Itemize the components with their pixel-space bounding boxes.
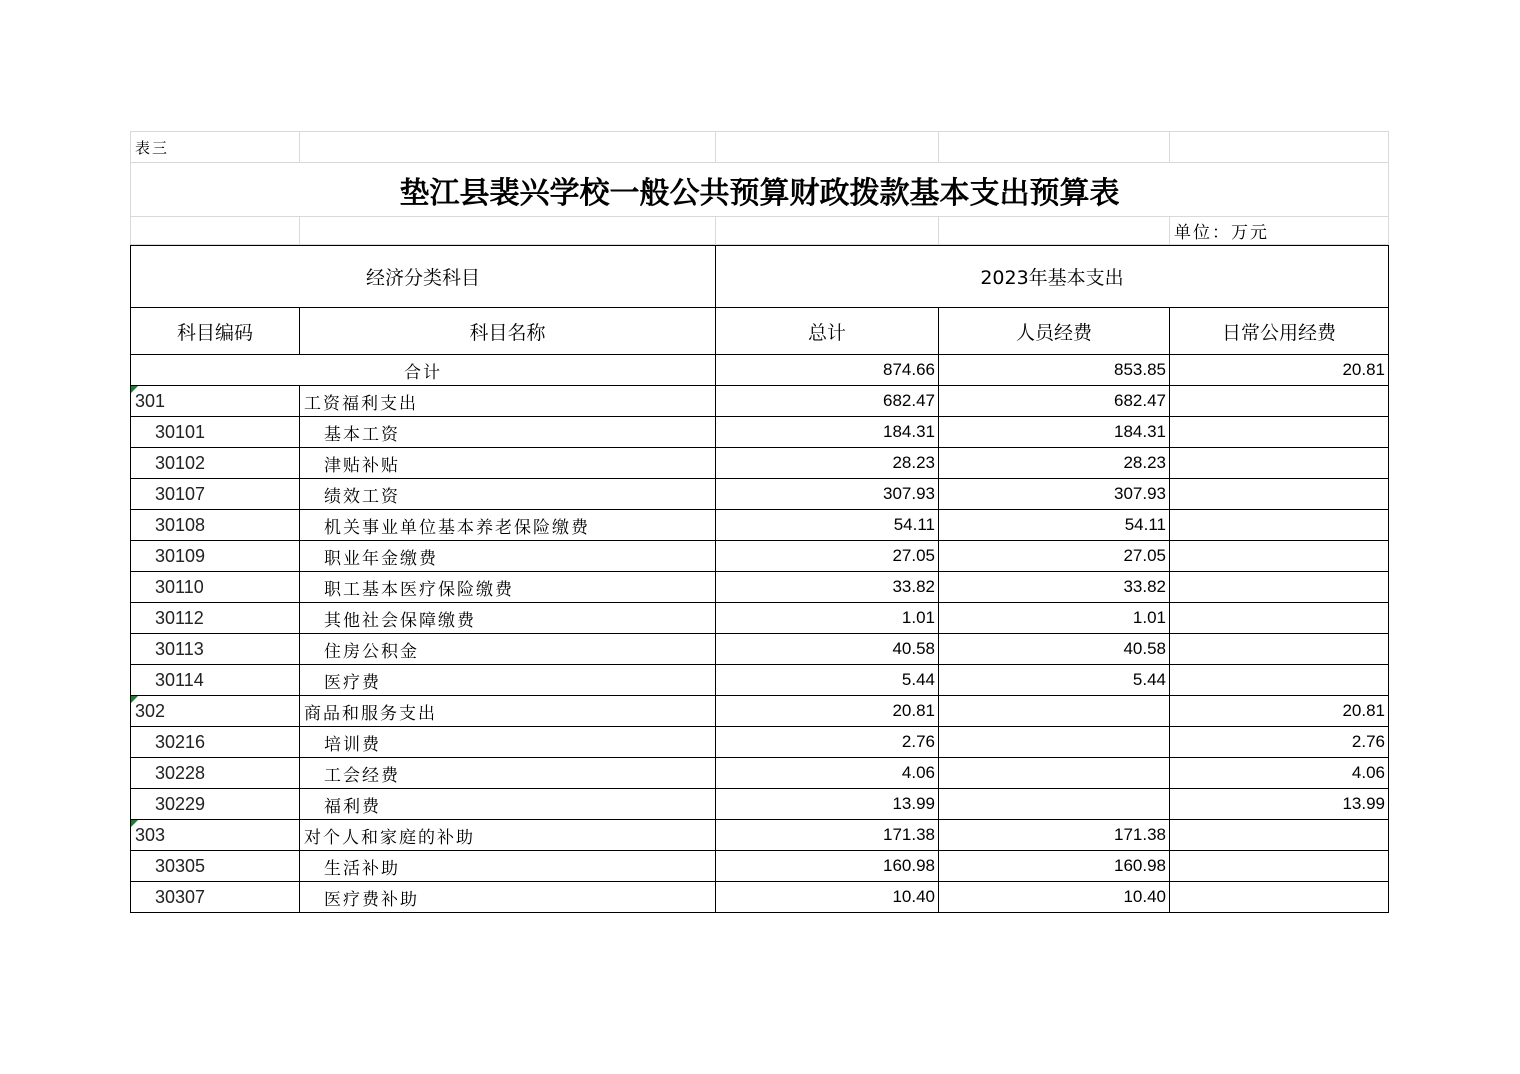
unit-label[interactable]: 单位：万元	[1170, 217, 1389, 245]
personnel-cell[interactable]: 33.82	[939, 572, 1170, 603]
total-cell[interactable]: 5.44	[716, 665, 939, 696]
code-cell[interactable]: 30114	[130, 665, 300, 696]
public-cell[interactable]: 2.76	[1170, 727, 1389, 758]
table-row	[130, 479, 1389, 510]
empty-cell[interactable]	[1170, 131, 1389, 163]
group-header-row	[130, 245, 1389, 308]
personnel-cell[interactable]: 184.31	[939, 417, 1170, 448]
personnel-cell[interactable]: 682.47	[939, 386, 1170, 417]
public-cell[interactable]	[1170, 448, 1389, 479]
code-cell[interactable]: 30228	[130, 758, 300, 789]
total-cell[interactable]: 1.01	[716, 603, 939, 634]
table-row	[130, 572, 1389, 603]
name-cell[interactable]: 绩效工资	[300, 479, 716, 510]
column-header-row	[130, 308, 1389, 355]
code-cell[interactable]: 30216	[130, 727, 300, 758]
table-row	[130, 789, 1389, 820]
public-cell[interactable]	[1170, 634, 1389, 665]
header-code[interactable]: 科目编码	[130, 308, 300, 355]
table-row	[130, 603, 1389, 634]
code-cell[interactable]: 30112	[130, 603, 300, 634]
name-cell[interactable]: 商品和服务支出	[300, 696, 716, 727]
total-cell[interactable]: 13.99	[716, 789, 939, 820]
total-cell[interactable]: 160.98	[716, 851, 939, 882]
name-cell[interactable]: 医疗费补助	[300, 882, 716, 913]
cell-comment-marker-icon	[131, 386, 138, 393]
total-cell[interactable]: 54.11	[716, 510, 939, 541]
public-cell[interactable]	[1170, 882, 1389, 913]
total-public[interactable]: 20.81	[1170, 355, 1389, 386]
public-cell[interactable]	[1170, 510, 1389, 541]
table-row	[130, 510, 1389, 541]
public-cell[interactable]: 4.06	[1170, 758, 1389, 789]
name-cell[interactable]: 机关事业单位基本养老保险缴费	[300, 510, 716, 541]
personnel-cell[interactable]	[939, 696, 1170, 727]
name-cell[interactable]: 福利费	[300, 789, 716, 820]
personnel-cell[interactable]: 28.23	[939, 448, 1170, 479]
cell-comment-marker-icon	[131, 696, 138, 703]
code-cell[interactable]: 30305	[130, 851, 300, 882]
empty-cell[interactable]	[939, 217, 1170, 245]
personnel-cell[interactable]: 171.38	[939, 820, 1170, 851]
table-row	[130, 417, 1389, 448]
public-cell[interactable]	[1170, 386, 1389, 417]
table-row	[130, 386, 1389, 417]
header-name[interactable]: 科目名称	[300, 308, 716, 355]
code-cell[interactable]: 30101	[130, 417, 300, 448]
header-public[interactable]: 日常公用经费	[1170, 308, 1389, 355]
total-cell[interactable]: 307.93	[716, 479, 939, 510]
total-cell[interactable]: 4.06	[716, 758, 939, 789]
table-row	[130, 634, 1389, 665]
name-cell[interactable]: 其他社会保障缴费	[300, 603, 716, 634]
header-economic-classification[interactable]: 经济分类科目	[130, 245, 716, 308]
code-cell[interactable]: 301	[130, 386, 300, 417]
name-cell[interactable]: 医疗费	[300, 665, 716, 696]
public-cell[interactable]	[1170, 603, 1389, 634]
name-cell[interactable]: 津贴补贴	[300, 448, 716, 479]
name-cell[interactable]: 职工基本医疗保险缴费	[300, 572, 716, 603]
total-label[interactable]: 合计	[130, 355, 716, 386]
total-cell[interactable]: 171.38	[716, 820, 939, 851]
public-cell[interactable]	[1170, 665, 1389, 696]
table-label[interactable]: 表三	[130, 131, 300, 163]
total-cell[interactable]: 2.76	[716, 727, 939, 758]
name-cell[interactable]: 对个人和家庭的补助	[300, 820, 716, 851]
public-cell[interactable]	[1170, 417, 1389, 448]
total-total[interactable]: 874.66	[716, 355, 939, 386]
total-cell[interactable]: 682.47	[716, 386, 939, 417]
total-row	[130, 355, 1389, 386]
personnel-cell[interactable]	[939, 727, 1170, 758]
code-cell[interactable]: 303	[130, 820, 300, 851]
public-cell[interactable]	[1170, 541, 1389, 572]
empty-cell[interactable]	[716, 131, 939, 163]
personnel-cell[interactable]	[939, 758, 1170, 789]
table-row	[130, 665, 1389, 696]
total-cell[interactable]: 27.05	[716, 541, 939, 572]
code-cell[interactable]: 302	[130, 696, 300, 727]
label-row	[130, 131, 1389, 163]
total-cell[interactable]: 20.81	[716, 696, 939, 727]
personnel-cell[interactable]: 27.05	[939, 541, 1170, 572]
empty-cell[interactable]	[300, 131, 716, 163]
code-cell[interactable]: 30108	[130, 510, 300, 541]
table-row	[130, 448, 1389, 479]
code-cell[interactable]: 30307	[130, 882, 300, 913]
public-cell[interactable]: 20.81	[1170, 696, 1389, 727]
data-rows	[130, 386, 1389, 913]
table-row	[130, 727, 1389, 758]
code-cell[interactable]: 30113	[130, 634, 300, 665]
table-row	[130, 696, 1389, 727]
name-cell[interactable]: 基本工资	[300, 417, 716, 448]
name-cell[interactable]: 工资福利支出	[300, 386, 716, 417]
total-cell[interactable]: 40.58	[716, 634, 939, 665]
budget-sheet	[130, 131, 1389, 913]
table-row	[130, 541, 1389, 572]
personnel-cell[interactable]: 5.44	[939, 665, 1170, 696]
name-cell[interactable]: 工会经费	[300, 758, 716, 789]
header-personnel[interactable]: 人员经费	[939, 308, 1170, 355]
table-row	[130, 882, 1389, 913]
code-cell[interactable]: 30229	[130, 789, 300, 820]
empty-cell[interactable]	[300, 217, 716, 245]
personnel-cell[interactable]: 10.40	[939, 882, 1170, 913]
page-title[interactable]: 垫江县裴兴学校一般公共预算财政拨款基本支出预算表	[130, 163, 1389, 217]
table-row	[130, 820, 1389, 851]
public-cell[interactable]: 13.99	[1170, 789, 1389, 820]
public-cell[interactable]	[1170, 479, 1389, 510]
name-cell[interactable]: 培训费	[300, 727, 716, 758]
personnel-cell[interactable]: 54.11	[939, 510, 1170, 541]
total-cell[interactable]: 10.40	[716, 882, 939, 913]
total-cell[interactable]: 28.23	[716, 448, 939, 479]
personnel-cell[interactable]	[939, 789, 1170, 820]
code-cell[interactable]: 30102	[130, 448, 300, 479]
name-cell[interactable]: 住房公积金	[300, 634, 716, 665]
total-cell[interactable]: 33.82	[716, 572, 939, 603]
personnel-cell[interactable]: 1.01	[939, 603, 1170, 634]
public-cell[interactable]	[1170, 820, 1389, 851]
empty-cell[interactable]	[716, 217, 939, 245]
header-basic-expenditure[interactable]: 2023年基本支出	[716, 245, 1389, 308]
code-cell[interactable]: 30110	[130, 572, 300, 603]
public-cell[interactable]	[1170, 851, 1389, 882]
table-row	[130, 758, 1389, 789]
personnel-cell[interactable]: 40.58	[939, 634, 1170, 665]
total-cell[interactable]: 184.31	[716, 417, 939, 448]
personnel-cell[interactable]: 160.98	[939, 851, 1170, 882]
unit-row	[130, 217, 1389, 245]
name-cell[interactable]: 生活补助	[300, 851, 716, 882]
cell-comment-marker-icon	[131, 820, 138, 827]
total-personnel[interactable]: 853.85	[939, 355, 1170, 386]
code-cell[interactable]: 30109	[130, 541, 300, 572]
personnel-cell[interactable]: 307.93	[939, 479, 1170, 510]
name-cell[interactable]: 职业年金缴费	[300, 541, 716, 572]
code-cell[interactable]: 30107	[130, 479, 300, 510]
table-row	[130, 851, 1389, 882]
empty-cell[interactable]	[939, 131, 1170, 163]
empty-cell[interactable]	[130, 217, 300, 245]
title-row	[130, 163, 1389, 217]
header-total[interactable]: 总计	[716, 308, 939, 355]
public-cell[interactable]	[1170, 572, 1389, 603]
